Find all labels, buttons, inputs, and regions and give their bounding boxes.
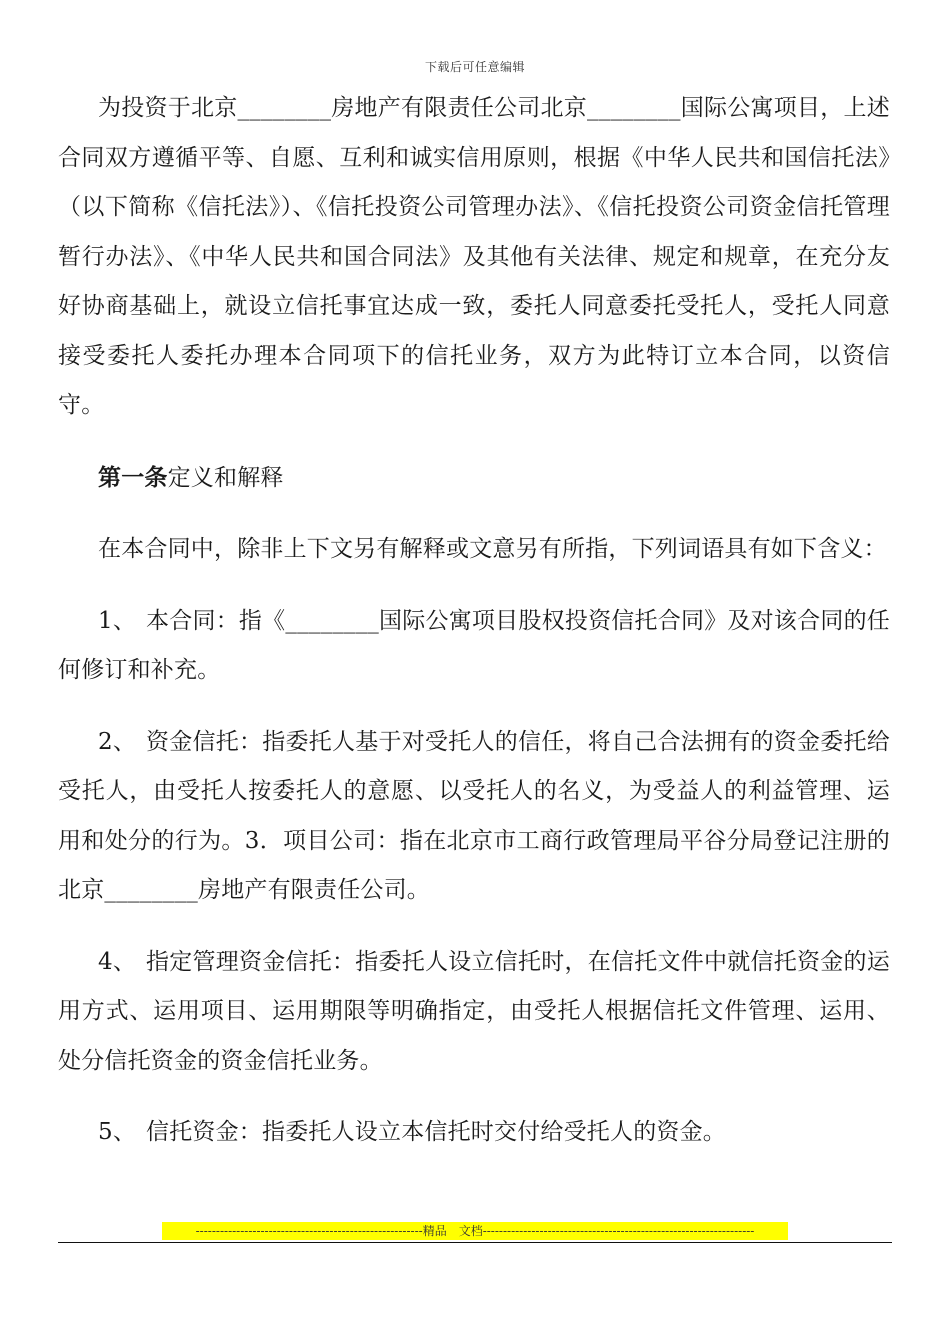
article-title: 定义和解释 bbox=[167, 464, 284, 491]
footer-divider bbox=[58, 1242, 892, 1243]
item-number: 2、 bbox=[98, 728, 137, 755]
item-text: 资金信托：指委托人基于对受托人的信任，将自己合法拥有的资金委托给受托人，由受托人按委托人的意愿、以受托人的名义，为受益人的利益管理、运用和处分的行为。3．项目公司：指在北京市工商行政管理局平谷分局登记注册的北京________房地产有限责任公司。 bbox=[58, 728, 890, 903]
item-text: 信托资金：指委托人设立本信托时交付给受托人的资金。 bbox=[146, 1119, 726, 1145]
item-number: 4、 bbox=[98, 948, 137, 975]
item-text: 指定管理资金信托：指委托人设立信托时，在信托文件中就信托资金的运用方式、运用项目、运用期限等明确指定，由受托人根据信托文件管理、运用、处分信托资金的资金信托业务。 bbox=[58, 948, 890, 1074]
item-number: 5、 bbox=[98, 1119, 137, 1145]
intro-paragraph: 为投资于北京________房地产有限责任公司北京________国际公寓项目，上述合同双方遵循平等、自愿、互利和诚实信用原则，根据《中华人民共和国信托法》（以下简称《信托法》）、《信托投资公司管理办法》、《信托投资公司资金信托管理暂行办法》、《中华人民共和国合同法》及其他有关法律、规定和规章，在充分友好协商基础上，就设立信托事宜达成一致，委托人同意委托受托人，受托人同意接受委托人委托办理本合同项下的信托业务，双方为此特订立本合同，以资信守。 bbox=[58, 95, 890, 418]
item-text: 本合同：指《________国际公寓项目股权投资信托合同》及对该合同的任何修订和补充。 bbox=[58, 607, 890, 683]
definition-item-4 bbox=[58, 938, 890, 1087]
lead-paragraph: 在本合同中，除非上下文另有解释或文意另有所指，下列词语具有如下含义： bbox=[98, 536, 887, 562]
definition-item-2 bbox=[58, 718, 890, 916]
article-label: 第一条 bbox=[98, 463, 168, 491]
definition-item-1 bbox=[58, 597, 890, 696]
page-header: 下载后可任意编辑 bbox=[424, 60, 525, 74]
definition-item-5 bbox=[58, 1108, 890, 1158]
footer-banner: --------------------------------------------------------精品 文档------------------------------------------------------------------- bbox=[162, 1222, 788, 1240]
document-body bbox=[58, 84, 890, 1158]
article-heading bbox=[58, 453, 890, 504]
item-number: 1、 bbox=[98, 607, 137, 634]
